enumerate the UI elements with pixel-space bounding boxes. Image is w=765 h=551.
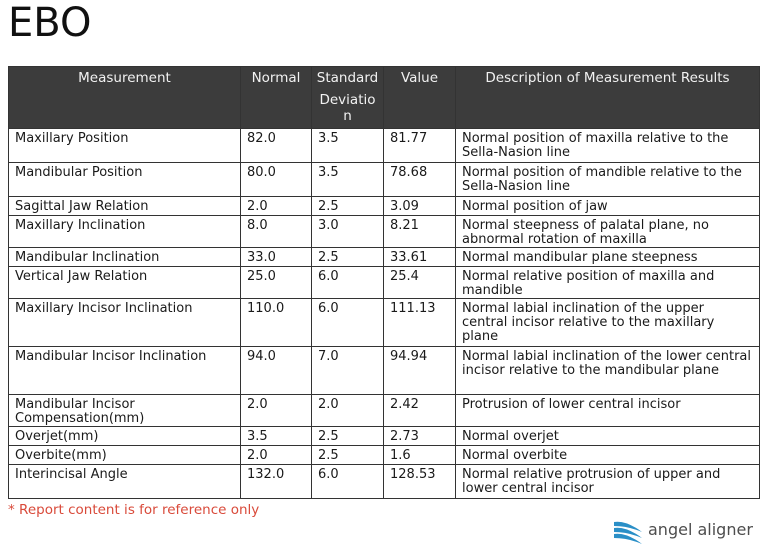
- cell-standard-deviation: 2.5: [312, 248, 384, 267]
- cell-value: 2.42: [384, 395, 456, 427]
- cell-normal: 132.0: [241, 465, 312, 499]
- cell-value: 111.13: [384, 299, 456, 347]
- cell-description: Normal overbite: [456, 446, 760, 465]
- cell-measurement: Vertical Jaw Relation: [9, 267, 241, 299]
- table-row: [9, 197, 760, 216]
- cell-measurement: Overbite(mm): [9, 446, 241, 465]
- cell-description: Normal mandibular plane steepness: [456, 248, 760, 267]
- cell-standard-deviation: 2.5: [312, 427, 384, 446]
- cell-description: Normal steepness of palatal plane, no abnormal rotation of maxilla: [456, 216, 760, 248]
- cell-description: Normal overjet: [456, 427, 760, 446]
- cell-normal: 3.5: [241, 427, 312, 446]
- cell-measurement: Sagittal Jaw Relation: [9, 197, 241, 216]
- cell-description: Protrusion of lower central incisor: [456, 395, 760, 427]
- cell-measurement: Maxillary Incisor Inclination: [9, 299, 241, 347]
- table-row: [9, 347, 760, 395]
- cell-standard-deviation: 3.0: [312, 216, 384, 248]
- cell-measurement: Mandibular Position: [9, 163, 241, 197]
- cell-measurement: Maxillary Position: [9, 129, 241, 163]
- cell-value: 8.21: [384, 216, 456, 248]
- table-row: [9, 446, 760, 465]
- cell-description: Normal position of jaw: [456, 197, 760, 216]
- header-normal: Normal: [241, 67, 312, 129]
- table-row: [9, 267, 760, 299]
- header-std-line1: Standard: [316, 70, 379, 86]
- cell-normal: 2.0: [241, 446, 312, 465]
- cell-standard-deviation: 6.0: [312, 465, 384, 499]
- cell-standard-deviation: 3.5: [312, 129, 384, 163]
- table-header-row: [9, 67, 760, 129]
- page-title: EBO: [8, 0, 92, 46]
- cell-standard-deviation: 6.0: [312, 299, 384, 347]
- brand-logo: [612, 516, 762, 546]
- cell-value: 3.09: [384, 197, 456, 216]
- cell-measurement: Mandibular Incisor Inclination: [9, 347, 241, 395]
- angel-aligner-logo-icon: [612, 518, 646, 544]
- cell-description: Normal position of mandible relative to the Sella-Nasion line: [456, 163, 760, 197]
- cell-standard-deviation: 2.5: [312, 446, 384, 465]
- measurement-table: [8, 66, 760, 499]
- cell-measurement: Maxillary Inclination: [9, 216, 241, 248]
- cell-standard-deviation: 2.5: [312, 197, 384, 216]
- cell-normal: 33.0: [241, 248, 312, 267]
- cell-description: Normal relative protrusion of upper and lower central incisor: [456, 465, 760, 499]
- table-row: [9, 248, 760, 267]
- cell-value: 2.73: [384, 427, 456, 446]
- header-description: Description of Measurement Results: [456, 67, 760, 129]
- cell-value: 128.53: [384, 465, 456, 499]
- table-row: [9, 163, 760, 197]
- cell-standard-deviation: 7.0: [312, 347, 384, 395]
- cell-measurement: Mandibular Inclination: [9, 248, 241, 267]
- table-row: [9, 395, 760, 427]
- cell-normal: 110.0: [241, 299, 312, 347]
- header-measurement: Measurement: [9, 67, 241, 129]
- table-row: [9, 465, 760, 499]
- header-value: Value: [384, 67, 456, 129]
- cell-normal: 94.0: [241, 347, 312, 395]
- cell-normal: 82.0: [241, 129, 312, 163]
- brand-logo-text: angel aligner: [648, 520, 753, 539]
- cell-value: 25.4: [384, 267, 456, 299]
- cell-description: Normal relative position of maxilla and mandible: [456, 267, 760, 299]
- cell-normal: 80.0: [241, 163, 312, 197]
- cell-value: 1.6: [384, 446, 456, 465]
- header-standard-deviation: [312, 67, 384, 129]
- cell-description: Normal position of maxilla relative to the Sella-Nasion line: [456, 129, 760, 163]
- cell-normal: 2.0: [241, 395, 312, 427]
- header-std-line2: Deviation: [319, 92, 376, 124]
- cell-normal: 2.0: [241, 197, 312, 216]
- cell-value: 33.61: [384, 248, 456, 267]
- cell-value: 94.94: [384, 347, 456, 395]
- table-row: [9, 299, 760, 347]
- cell-value: 78.68: [384, 163, 456, 197]
- table-row: [9, 129, 760, 163]
- cell-normal: 25.0: [241, 267, 312, 299]
- cell-description: Normal labial inclination of the upper central incisor relative to the maxillary plane: [456, 299, 760, 347]
- cell-measurement: Interincisal Angle: [9, 465, 241, 499]
- cell-standard-deviation: 2.0: [312, 395, 384, 427]
- reference-footnote: * Report content is for reference only: [8, 502, 260, 518]
- cell-measurement: Mandibular Incisor Compensation(mm): [9, 395, 241, 427]
- cell-standard-deviation: 3.5: [312, 163, 384, 197]
- cell-standard-deviation: 6.0: [312, 267, 384, 299]
- table-row: [9, 427, 760, 446]
- cell-description: Normal labial inclination of the lower central incisor relative to the mandibular plane: [456, 347, 760, 395]
- cell-value: 81.77: [384, 129, 456, 163]
- cell-normal: 8.0: [241, 216, 312, 248]
- table-row: [9, 216, 760, 248]
- cell-measurement: Overjet(mm): [9, 427, 241, 446]
